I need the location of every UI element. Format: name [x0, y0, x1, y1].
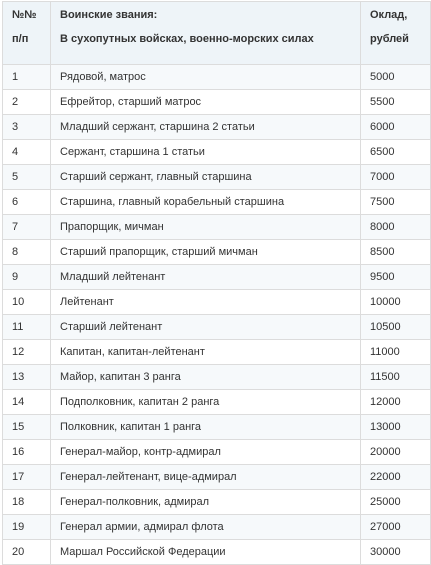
table-row — [3, 315, 431, 340]
row-rank: Старший лейтенант — [51, 315, 361, 340]
row-rank: Генерал-майор, контр-адмирал — [51, 440, 361, 465]
row-rank: Рядовой, матрос — [51, 65, 361, 90]
row-salary: 8000 — [361, 215, 431, 240]
row-rank: Старший сержант, главный старшина — [51, 165, 361, 190]
row-rank: Маршал Российской Федерации — [51, 540, 361, 565]
header-salary-bottom: рублей — [370, 33, 409, 45]
row-number: 14 — [3, 390, 51, 415]
table-row — [3, 65, 431, 90]
table-row — [3, 390, 431, 415]
header-rank — [51, 2, 361, 65]
row-number: 16 — [3, 440, 51, 465]
header-number-top: №№ — [12, 9, 37, 21]
table-row — [3, 540, 431, 565]
row-salary: 9500 — [361, 265, 431, 290]
row-rank: Генерал-полковник, адмирал — [51, 490, 361, 515]
row-number: 15 — [3, 415, 51, 440]
row-number: 5 — [3, 165, 51, 190]
row-rank: Майор, капитан 3 ранга — [51, 365, 361, 390]
header-row — [3, 2, 431, 65]
row-salary: 30000 — [361, 540, 431, 565]
row-number: 13 — [3, 365, 51, 390]
table-header — [3, 2, 431, 65]
row-salary: 7000 — [361, 165, 431, 190]
table-row — [3, 290, 431, 315]
row-rank: Подполковник, капитан 2 ранга — [51, 390, 361, 415]
header-salary — [361, 2, 431, 65]
header-number — [3, 2, 51, 65]
header-rank-bottom: В сухопутных войсках, военно-морских силах — [60, 33, 314, 45]
table-row — [3, 440, 431, 465]
row-rank: Капитан, капитан-лейтенант — [51, 340, 361, 365]
row-rank: Прапорщик, мичман — [51, 215, 361, 240]
row-number: 9 — [3, 265, 51, 290]
row-number: 6 — [3, 190, 51, 215]
salary-table — [2, 1, 431, 565]
row-number: 11 — [3, 315, 51, 340]
table-row — [3, 465, 431, 490]
row-number: 17 — [3, 465, 51, 490]
row-number: 1 — [3, 65, 51, 90]
table-row — [3, 365, 431, 390]
table-row — [3, 165, 431, 190]
row-rank: Лейтенант — [51, 290, 361, 315]
table-row — [3, 415, 431, 440]
row-salary: 25000 — [361, 490, 431, 515]
row-salary: 8500 — [361, 240, 431, 265]
table-row — [3, 265, 431, 290]
row-rank: Младший сержант, старшина 2 статьи — [51, 115, 361, 140]
row-salary: 10000 — [361, 290, 431, 315]
table-row — [3, 190, 431, 215]
row-salary: 6500 — [361, 140, 431, 165]
row-number: 3 — [3, 115, 51, 140]
row-rank: Генерал армии, адмирал флота — [51, 515, 361, 540]
header-number-bottom: п/п — [12, 33, 29, 45]
row-salary: 6000 — [361, 115, 431, 140]
table-row — [3, 340, 431, 365]
row-number: 10 — [3, 290, 51, 315]
row-number: 12 — [3, 340, 51, 365]
table-row — [3, 90, 431, 115]
row-rank: Младший лейтенант — [51, 265, 361, 290]
row-rank: Сержант, старшина 1 статьи — [51, 140, 361, 165]
row-salary: 13000 — [361, 415, 431, 440]
row-salary: 12000 — [361, 390, 431, 415]
row-salary: 11500 — [361, 365, 431, 390]
row-salary: 7500 — [361, 190, 431, 215]
table-row — [3, 240, 431, 265]
row-number: 4 — [3, 140, 51, 165]
table-body — [3, 65, 431, 565]
header-rank-top: Воинские звания: — [60, 9, 158, 21]
row-salary: 27000 — [361, 515, 431, 540]
row-number: 19 — [3, 515, 51, 540]
table-row — [3, 215, 431, 240]
row-number: 8 — [3, 240, 51, 265]
row-rank: Ефрейтор, старший матрос — [51, 90, 361, 115]
row-number: 18 — [3, 490, 51, 515]
row-salary: 5500 — [361, 90, 431, 115]
row-number: 2 — [3, 90, 51, 115]
row-rank: Старший прапорщик, старший мичман — [51, 240, 361, 265]
row-rank: Полковник, капитан 1 ранга — [51, 415, 361, 440]
row-salary: 22000 — [361, 465, 431, 490]
row-salary: 20000 — [361, 440, 431, 465]
row-salary: 5000 — [361, 65, 431, 90]
table-row — [3, 490, 431, 515]
row-salary: 11000 — [361, 340, 431, 365]
row-number: 7 — [3, 215, 51, 240]
table-row — [3, 515, 431, 540]
row-number: 20 — [3, 540, 51, 565]
header-salary-top: Оклад, — [370, 9, 408, 21]
row-rank: Старшина, главный корабельный старшина — [51, 190, 361, 215]
row-rank: Генерал-лейтенант, вице-адмирал — [51, 465, 361, 490]
row-salary: 10500 — [361, 315, 431, 340]
table-row — [3, 115, 431, 140]
table-row — [3, 140, 431, 165]
